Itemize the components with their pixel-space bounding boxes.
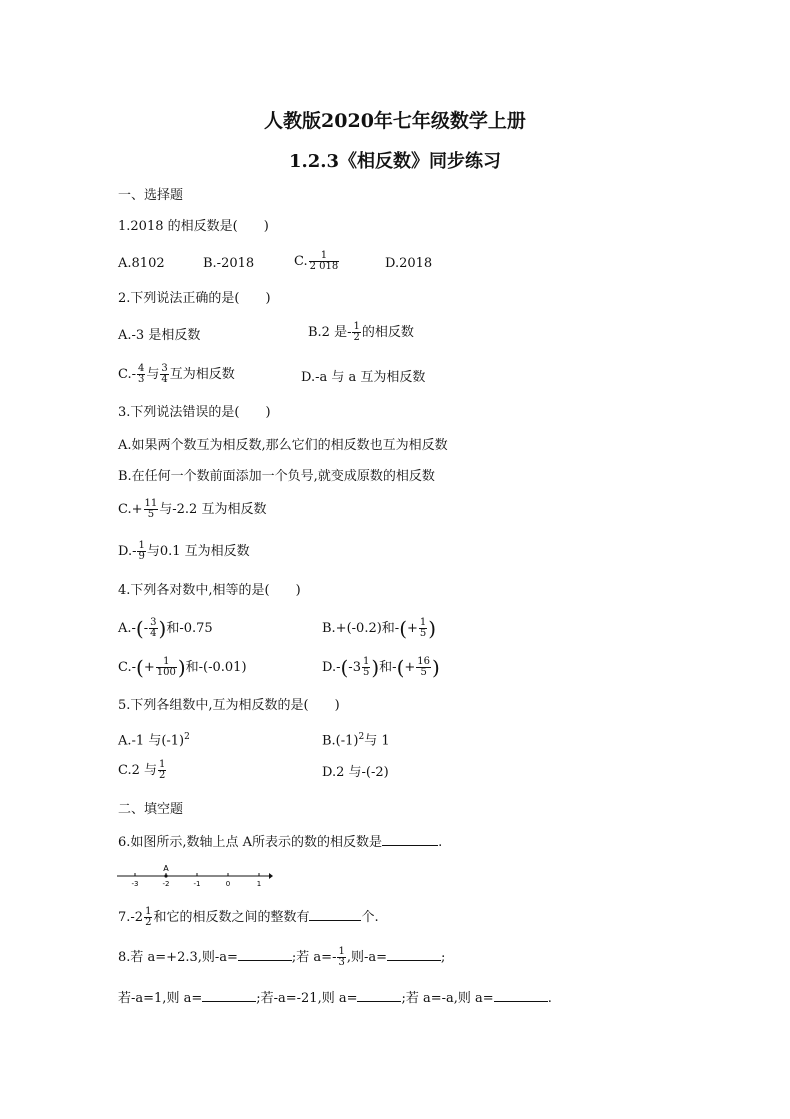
- q3-d-suffix: 与0.1 互为相反数: [146, 544, 250, 559]
- q4-b-prefix: B.+(-0.2)和-: [322, 621, 400, 636]
- q7-mid: 和它的相反数之间的整数有: [153, 910, 310, 925]
- answer-blank: [382, 833, 438, 846]
- denominator: 2: [145, 917, 152, 928]
- q4-option-b: [322, 618, 436, 639]
- answer-blank: [357, 989, 401, 1002]
- fraction: [362, 657, 370, 678]
- question-6-stem: [118, 833, 442, 851]
- numerator: 16: [417, 656, 431, 667]
- denominator: 100: [156, 667, 176, 678]
- q6-end: .: [438, 835, 443, 850]
- fraction: [137, 541, 145, 562]
- q5-a-exponent: 2: [184, 732, 190, 742]
- denominator: 5: [420, 667, 427, 678]
- question-2-stem: 2.下列说法正确的是( ): [118, 291, 271, 306]
- section-choice-heading: 一、选择题: [118, 188, 184, 203]
- q1-option-b: B.-2018: [203, 256, 255, 271]
- q6-text: 6.如图所示,数轴上点 A所表示的数的相反数是: [118, 835, 383, 850]
- fraction: [149, 618, 157, 639]
- question-3-stem: 3.下列说法错误的是( ): [118, 405, 271, 420]
- q5-c-prefix: C.2 与: [118, 763, 158, 778]
- right-paren: ): [432, 655, 440, 680]
- number-line-figure: [115, 862, 275, 890]
- q4-a-suffix: 和-0.75: [166, 621, 213, 636]
- answer-blank: [309, 908, 361, 921]
- fraction: [137, 364, 145, 385]
- tick-label: -1: [193, 880, 201, 888]
- q3-option-d: [118, 541, 250, 562]
- q3-option-a: A.如果两个数互为相反数,那么它们的相反数也互为相反数: [118, 438, 448, 453]
- q8-part-1: 8.若 a=+2.3,则-a=: [118, 950, 238, 965]
- question-7: [118, 907, 379, 928]
- numerator: 1: [419, 617, 427, 628]
- numerator: 1: [362, 656, 370, 667]
- q5-b-prefix: B.(-1): [322, 733, 359, 749]
- document-title: 人教版2020年七年级数学上册: [264, 110, 526, 132]
- question-8-line-1: [118, 947, 445, 968]
- numerator: 1: [145, 906, 152, 917]
- q4-a-inner: -: [143, 621, 149, 636]
- q4-d-prefix: D.-: [322, 660, 341, 675]
- q4-option-c: [118, 657, 247, 678]
- left-paren: (: [135, 616, 144, 641]
- q4-d-inner: -3: [348, 660, 361, 675]
- fraction: [144, 499, 159, 520]
- answer-blank: [238, 948, 292, 961]
- q3-c-suffix: 与-2.2 互为相反数: [159, 502, 267, 517]
- q2-c-prefix: C.-: [118, 367, 137, 382]
- answer-blank: [202, 989, 256, 1002]
- fraction: [337, 947, 345, 968]
- q1-option-c: [294, 251, 340, 272]
- point-a-marker: [164, 874, 167, 877]
- fraction: [419, 618, 427, 639]
- point-a-label: A: [163, 864, 169, 873]
- q1-option-d: D.2018: [385, 256, 433, 271]
- left-paren: (: [136, 655, 144, 680]
- denominator: 3: [338, 957, 345, 968]
- q5-option-c: [118, 760, 167, 781]
- q2-b-suffix: 的相反数: [361, 325, 414, 340]
- left-paren: (: [399, 616, 407, 641]
- q3-d-prefix: D.-: [118, 544, 137, 559]
- left-paren: (: [340, 655, 349, 680]
- denominator: 4: [161, 374, 168, 385]
- question-5-stem: 5.下列各组数中,互为相反数的是( ): [118, 698, 340, 713]
- q2-option-b: [308, 322, 414, 343]
- denominator: 5: [147, 509, 155, 520]
- q7-prefix: 7.-2: [118, 910, 144, 925]
- q4-d-mid: 和-: [379, 660, 397, 675]
- left-paren: (: [396, 655, 405, 680]
- q8-part-6: ;若-a=-21,则 a=: [256, 991, 358, 1006]
- q3-option-b: B.在任何一个数前面添加一个负号,就变成原数的相反数: [118, 469, 435, 484]
- q2-b-prefix: B.2 是-: [308, 325, 352, 340]
- numerator: 1: [353, 321, 360, 332]
- right-paren: ): [371, 655, 380, 680]
- q8-part-4: ;: [441, 950, 446, 965]
- q2-option-c: [118, 364, 235, 385]
- numerator: 1: [156, 657, 177, 668]
- question-4-stem: 4.下列各对数中,相等的是( ): [118, 583, 301, 598]
- right-paren: ): [177, 655, 186, 680]
- tick-label: -2: [162, 880, 170, 888]
- fraction: [144, 907, 152, 928]
- document-subtitle: 1.2.3《相反数》同步练习: [288, 151, 502, 172]
- arrow-icon: [269, 873, 273, 879]
- question-1-stem: 1.2018 的相反数是( ): [118, 219, 269, 234]
- q1-option-a: A.8102: [118, 256, 165, 271]
- numerator: 4: [138, 363, 145, 374]
- numerator: 3: [150, 617, 157, 628]
- denominator: 2: [159, 770, 166, 781]
- numerator: 1: [309, 251, 340, 262]
- q8-part-5: 若-a=1,则 a=: [118, 991, 203, 1006]
- q8-part-2: ;若 a=-: [291, 950, 337, 965]
- q8-part-3: ,则-a=: [346, 950, 388, 965]
- q7-end: 个.: [361, 910, 379, 925]
- q5-option-b: [322, 729, 390, 749]
- numerator: 1: [338, 946, 345, 957]
- denominator: 5: [419, 628, 427, 639]
- fraction: [160, 364, 168, 385]
- q4-option-a: [118, 618, 213, 639]
- q2-option-d: D.-a 与 a 互为相反数: [301, 370, 426, 385]
- q4-b-inner: +: [407, 621, 418, 636]
- number-line-ticks: [132, 873, 262, 888]
- q5-option-d: D.2 与-(-2): [322, 765, 389, 780]
- question-8-line-2: [118, 989, 552, 1007]
- q3-option-c: [118, 499, 266, 520]
- denominator: 5: [362, 667, 370, 678]
- numerator: 3: [161, 363, 168, 374]
- fraction: [156, 657, 177, 678]
- fraction: [158, 760, 166, 781]
- tick-label: 1: [256, 880, 262, 888]
- q5-b-exponent: 2: [358, 732, 365, 742]
- denominator: 9: [138, 551, 145, 562]
- tick-label: -3: [131, 880, 139, 888]
- q3-c-prefix: C.+: [118, 502, 143, 517]
- q5-b-suffix: 与 1: [364, 733, 390, 749]
- section-fill-heading: 二、填空题: [118, 802, 184, 817]
- q4-c-prefix: C.-: [118, 660, 137, 675]
- q8-part-8: .: [547, 991, 552, 1006]
- q2-option-a: A.-3 是相反数: [118, 328, 201, 343]
- numerator: 1: [159, 759, 166, 770]
- q8-part-7: ;若 a=-a,则 a=: [401, 991, 494, 1006]
- q2-c-suffix: 互为相反数: [169, 367, 235, 382]
- fraction: [416, 657, 431, 678]
- numerator: 1: [138, 540, 145, 551]
- q1-c-label: C.: [294, 254, 308, 269]
- q4-option-d: [322, 657, 440, 678]
- q2-c-mid: 与: [146, 367, 160, 382]
- q4-d-inner-2: +: [404, 660, 416, 675]
- fraction: [352, 322, 360, 343]
- right-paren: ): [428, 616, 437, 641]
- answer-blank: [387, 948, 441, 961]
- denominator: 3: [138, 374, 145, 385]
- answer-blank: [494, 989, 548, 1002]
- q5-a-prefix: A.-1 与(-1): [118, 733, 185, 749]
- denominator: 2: [353, 332, 360, 343]
- fraction: [309, 251, 340, 272]
- tick-label: 0: [225, 880, 231, 888]
- q4-a-prefix: A.-: [118, 621, 136, 636]
- denominator: 2 018: [309, 261, 339, 272]
- q5-option-a: [118, 729, 190, 749]
- numerator: 11: [144, 498, 158, 509]
- denominator: 4: [150, 628, 157, 639]
- right-paren: ): [158, 616, 167, 641]
- q4-c-inner: +: [143, 660, 155, 675]
- q4-c-suffix: 和-(-0.01): [185, 660, 247, 675]
